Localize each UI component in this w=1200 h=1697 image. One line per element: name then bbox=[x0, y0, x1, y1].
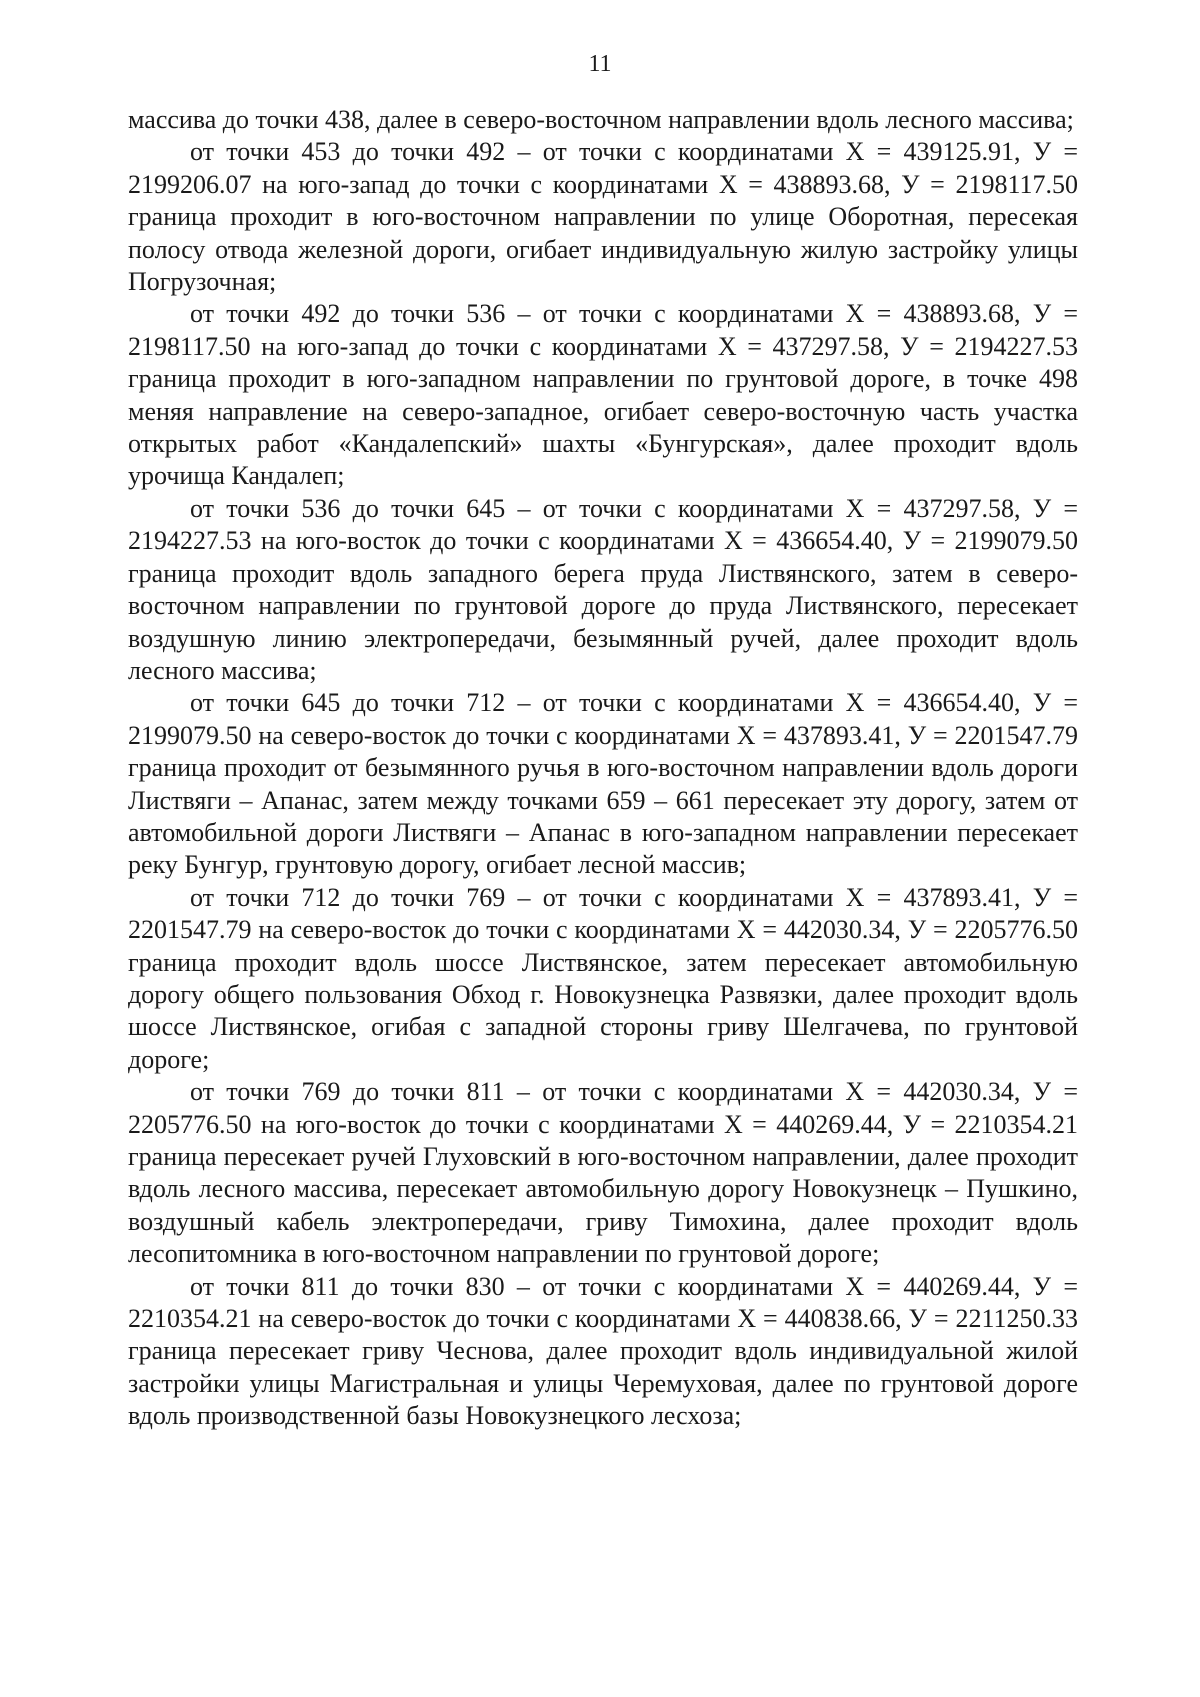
page-number: 11 bbox=[588, 51, 612, 77]
body-text bbox=[128, 104, 1078, 1433]
paragraph-811-830: от точки 811 до точки 830 – от точки с координатами Х = 440269.44, У = 2210354.21 на северо-восток до точки с координатами Х = 440838.66, У = 2211250.33 граница пересекает гриву Чеснова, далее проходит вдоль индивидуальной жилой застройки улицы Магистральная и улицы Черемуховая, далее по грунтовой дороге вдоль производственной базы Новокузнецкого лесхоза; bbox=[128, 1271, 1078, 1431]
paragraph-continuation: массива до точки 438, далее в северо-восточном направлении вдоль лесного массива; bbox=[128, 105, 1074, 134]
paragraph-492-536: от точки 492 до точки 536 – от точки с координатами Х = 438893.68, У = 2198117.50 на юго-запад до точки с координатами Х = 437297.58, У = 2194227.53 граница проходит в юго-западном направлении по грунтовой дороге, в точке 498 меняя направление на северо-западное, огибает северо-восточную часть участка открытых работ «Кандалепский» шахты «Бунгурская», далее проходит вдоль урочища Кандалеп; bbox=[128, 299, 1078, 491]
paragraph-769-811: от точки 769 до точки 811 – от точки с координатами Х = 442030.34, У = 2205776.50 на юго-восток до точки с координатами Х = 440269.44, У = 2210354.21 граница пересекает ручей Глуховский в юго-восточном направлении, далее проходит вдоль лесного массива, пересекает автомобильную дорогу Новокузнецк – Пушкино, воздушный кабель электропередачи, гриву Тимохина, далее проходит вдоль лесопитомника в юго-восточном направлении по грунтовой дороге; bbox=[128, 1077, 1078, 1269]
paragraph-453-492: от точки 453 до точки 492 – от точки с координатами Х = 439125.91, У = 2199206.07 на юго-запад до точки с координатами Х = 438893.68, У = 2198117.50 граница проходит в юго-восточном направлении по улице Оборотная, пересекая полосу отвода железной дороги, огибает индивидуальную жилую застройку улицы Погрузочная; bbox=[128, 137, 1078, 297]
paragraph-645-712: от точки 645 до точки 712 – от точки с координатами Х = 436654.40, У = 2199079.50 на северо-восток до точки с координатами Х = 437893.41, У = 2201547.79 граница проходит от безымянного ручья в юго-восточном направлении вдоль дороги Листвяги – Апанас, затем между точками 659 – 661 пересекает эту дорогу, затем от автомобильной дороги Листвяги – Апанас в юго-западном направлении пересекает реку Бунгур, грунтовую дорогу, огибает лесной массив; bbox=[128, 688, 1078, 880]
paragraph-536-645: от точки 536 до точки 645 – от точки с координатами Х = 437297.58, У = 2194227.53 на юго-восток до точки с координатами Х = 436654.40, У = 2199079.50 граница проходит вдоль западного берега пруда Листвянского, затем в северо-восточном направлении по грунтовой дороге до пруда Листвянского, пересекает воздушную линию электропередачи, безымянный ручей, далее проходит вдоль лесного массива; bbox=[128, 493, 1078, 685]
paragraph-712-769: от точки 712 до точки 769 – от точки с координатами Х = 437893.41, У = 2201547.79 на северо-восток до точки с координатами Х = 442030.34, У = 2205776.50 граница проходит вдоль шоссе Листвянское, затем пересекает автомобильную дорогу общего пользования Обход г. Новокузнецка Развязки, далее проходит вдоль шоссе Листвянское, огибая с западной стороны гриву Шелгачева, по грунтовой дороге; bbox=[128, 882, 1078, 1074]
